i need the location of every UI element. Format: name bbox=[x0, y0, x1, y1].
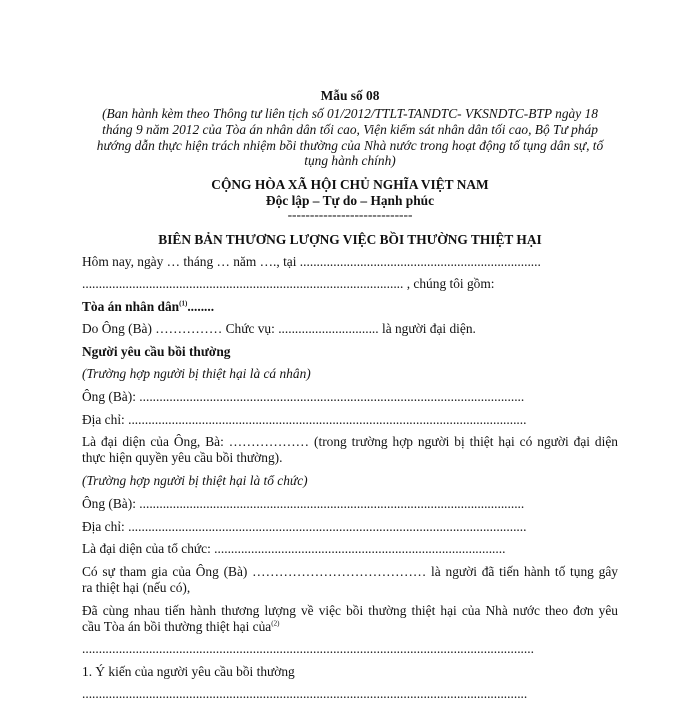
address-line-1: Địa chỉ: ....................................................................................................................... bbox=[82, 412, 527, 427]
mr-mrs-line-2: Ông (Bà): ................................................................................................................... bbox=[82, 496, 525, 511]
republic-heading: CỘNG HÒA XÃ HỘI CHỦ NGHĨA VIỆT NAM bbox=[211, 177, 489, 192]
dotted-line-2: ..................................................................................................................................... bbox=[82, 686, 528, 701]
date-place-line: Hôm nay, ngày … tháng … năm …., tại ........................................................................ bbox=[82, 254, 541, 269]
representative-line: Do Ông (Bà) …………… Chức vụ: .............................. là người đại diện. bbox=[82, 321, 476, 336]
footnote-2-marker: (2) bbox=[271, 619, 280, 628]
participation-continued: ra thiệt hại (nếu có), bbox=[82, 580, 191, 595]
form-number: Mẫu số 08 bbox=[320, 88, 380, 103]
opinion-heading: 1. Ý kiến của người yêu cầu bồi thường bbox=[82, 664, 295, 679]
mr-mrs-line-1: Ông (Bà): ................................................................................................................... bbox=[82, 389, 525, 404]
claimant-heading: Người yêu cầu bồi thường bbox=[82, 344, 231, 359]
issuance-note-line-2: tháng 9 năm 2012 của Tòa án nhân dân tối cao, Viện kiểm sát nhân dân tối cao, Bộ Tư pháp bbox=[102, 122, 598, 137]
organization-rep-line: Là đại diện của tổ chức: ....................................................................................... bbox=[82, 541, 506, 556]
issuance-note-line-3: hướng dẫn thực hiện trách nhiệm bồi thường của Nhà nước trong hoạt động tố tụng dân sự, tố bbox=[96, 138, 604, 153]
rep-of-line: Là đại diện của Ông, Bà: ……………… (trong trường hợp người bị thiệt hại có người đại diện bbox=[82, 434, 618, 449]
issuance-note-line-4: tụng hành chính) bbox=[304, 153, 396, 168]
court-label: Tòa án nhân dân bbox=[82, 299, 180, 314]
negotiation-line: Đã cùng nhau tiến hành thương lượng về việc bồi thường thiệt hại của Nhà nước theo đơn yêu bbox=[82, 603, 618, 618]
dotted-line-1: ....................................................................................................................................... bbox=[82, 641, 534, 656]
motto-divider: ---------------------------- bbox=[287, 207, 413, 222]
footnote-1-marker: (1) bbox=[179, 299, 188, 308]
present-line: ................................................................................................ , chúng tôi gồm: bbox=[82, 276, 495, 291]
document-title: BIÊN BẢN THƯƠNG LƯỢNG VIỆC BỒI THƯỜNG THIỆT HẠI bbox=[158, 232, 542, 247]
participation-line: Có sự tham gia của Ông (Bà) ………………………………… là người đã tiến hành tố tụng gây bbox=[82, 564, 618, 579]
organization-case-note: (Trường hợp người bị thiệt hại là tổ chức) bbox=[82, 473, 308, 488]
negotiation-continued: cầu Tòa án bồi thường thiệt hại của bbox=[82, 619, 272, 634]
individual-case-note: (Trường hợp người bị thiệt hại là cá nhân) bbox=[82, 366, 311, 381]
negotiation-continued-line bbox=[82, 619, 279, 635]
court-dots: ........ bbox=[187, 299, 215, 314]
address-line-2: Địa chỉ: ....................................................................................................................... bbox=[82, 519, 527, 534]
motto: Độc lập – Tự do – Hạnh phúc bbox=[265, 193, 435, 208]
court-line bbox=[82, 299, 214, 315]
rep-of-continued: thực hiện quyền yêu cầu bồi thường). bbox=[82, 450, 283, 465]
issuance-note-line-1: (Ban hành kèm theo Thông tư liên tịch số 01/2012/TTLT-TANDTC- VKSNDTC-BTP ngày 18 bbox=[102, 106, 598, 121]
